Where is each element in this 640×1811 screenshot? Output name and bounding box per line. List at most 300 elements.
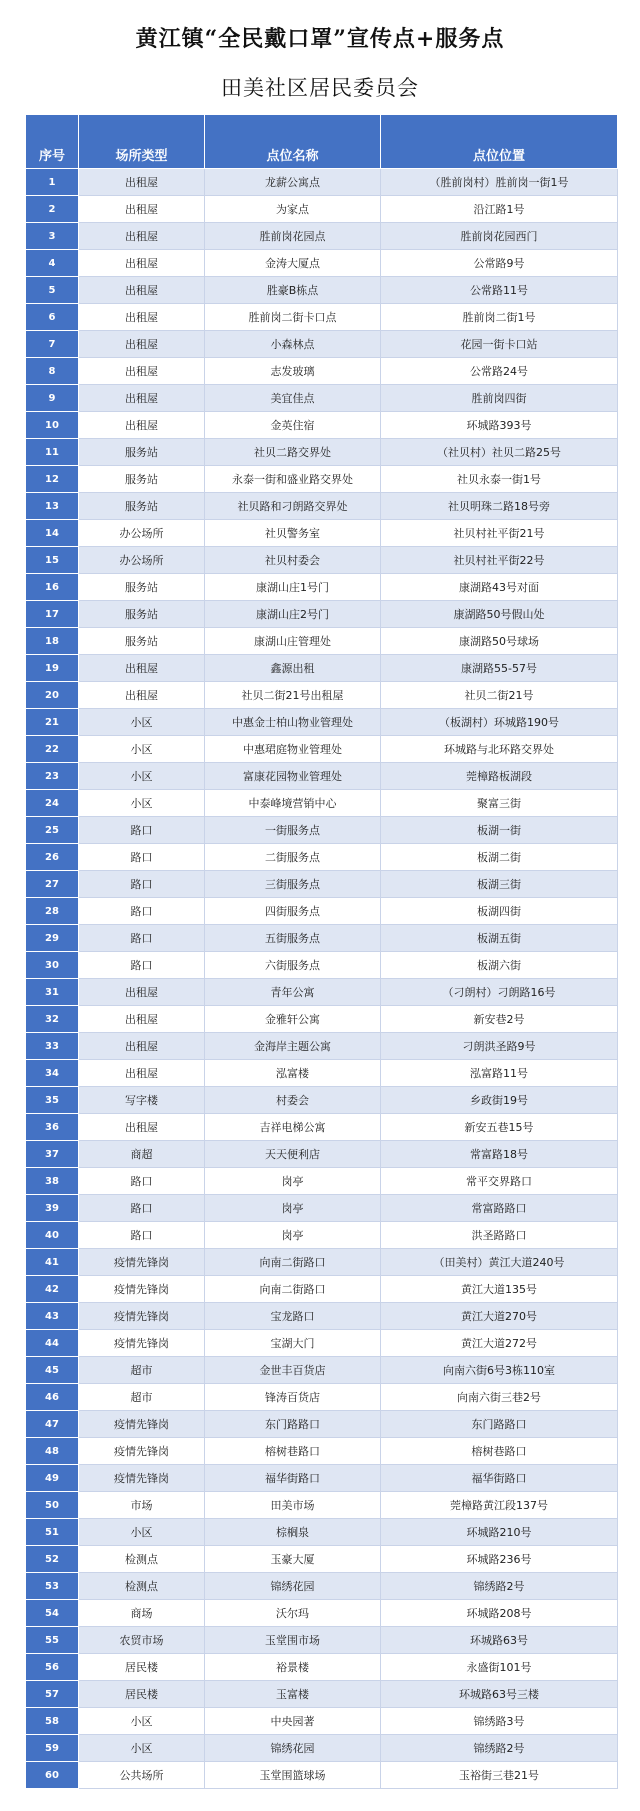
point-location: 常富路路口 [381, 1195, 618, 1222]
point-name: 康湖山庄1号门 [205, 574, 381, 601]
venue-type: 出租屋 [79, 304, 205, 331]
point-name: 胜豪B栋点 [205, 277, 381, 304]
table-row [26, 1708, 618, 1735]
table-row [26, 1222, 618, 1249]
point-name: 金英住宿 [205, 412, 381, 439]
point-name: 志发玻璃 [205, 358, 381, 385]
point-location: 板湖一街 [381, 817, 618, 844]
table-row [26, 250, 618, 277]
row-index: 57 [26, 1681, 79, 1708]
point-name: 泓富楼 [205, 1060, 381, 1087]
table-row [26, 574, 618, 601]
column-header-point-location: 点位位置 [381, 115, 618, 169]
row-index: 9 [26, 385, 79, 412]
point-name: 社贝警务室 [205, 520, 381, 547]
table-row [26, 925, 618, 952]
venue-type: 路口 [79, 817, 205, 844]
table-row [26, 1303, 618, 1330]
venue-type: 服务站 [79, 601, 205, 628]
venue-type: 出租屋 [79, 169, 205, 196]
locations-table [25, 114, 618, 1789]
point-name: 榕树巷路口 [205, 1438, 381, 1465]
point-name: 小森林点 [205, 331, 381, 358]
table-row [26, 331, 618, 358]
point-location: 康湖路55-57号 [381, 655, 618, 682]
venue-type: 小区 [79, 736, 205, 763]
venue-type: 服务站 [79, 493, 205, 520]
point-location: 胜前岗二街1号 [381, 304, 618, 331]
table-row [26, 1006, 618, 1033]
row-index: 58 [26, 1708, 79, 1735]
row-index: 59 [26, 1735, 79, 1762]
row-index: 10 [26, 412, 79, 439]
venue-type: 疫情先锋岗 [79, 1465, 205, 1492]
table-row [26, 1762, 618, 1789]
point-location: 板湖二街 [381, 844, 618, 871]
point-location: 社贝村社平街22号 [381, 547, 618, 574]
point-location: 新安五巷15号 [381, 1114, 618, 1141]
venue-type: 路口 [79, 1222, 205, 1249]
venue-type: 疫情先锋岗 [79, 1249, 205, 1276]
point-location: 黄江大道135号 [381, 1276, 618, 1303]
venue-type: 小区 [79, 790, 205, 817]
point-name: 锦绣花园 [205, 1573, 381, 1600]
point-name: 龙薪公寓点 [205, 169, 381, 196]
table-row [26, 196, 618, 223]
table-row [26, 1168, 618, 1195]
venue-type: 出租屋 [79, 682, 205, 709]
point-name: 向南二街路口 [205, 1249, 381, 1276]
point-location: 东门路路口 [381, 1411, 618, 1438]
venue-type: 疫情先锋岗 [79, 1276, 205, 1303]
table-row [26, 358, 618, 385]
point-location: 环城路208号 [381, 1600, 618, 1627]
row-index: 3 [26, 223, 79, 250]
table-row [26, 1411, 618, 1438]
point-location: 环城路63号三楼 [381, 1681, 618, 1708]
point-location: 环城路与北环路交界处 [381, 736, 618, 763]
venue-type: 疫情先锋岗 [79, 1411, 205, 1438]
point-name: 中央园著 [205, 1708, 381, 1735]
venue-type: 服务站 [79, 466, 205, 493]
point-name: 岗亭 [205, 1222, 381, 1249]
table-row [26, 547, 618, 574]
row-index: 25 [26, 817, 79, 844]
table-row [26, 1330, 618, 1357]
point-location: 环城路393号 [381, 412, 618, 439]
row-index: 49 [26, 1465, 79, 1492]
table-row [26, 790, 618, 817]
point-location: （板湖村）环城路190号 [381, 709, 618, 736]
table-row [26, 1060, 618, 1087]
row-index: 19 [26, 655, 79, 682]
point-name: 社贝二路交界处 [205, 439, 381, 466]
point-location: 板湖四街 [381, 898, 618, 925]
venue-type: 出租屋 [79, 979, 205, 1006]
table-row [26, 1627, 618, 1654]
venue-type: 办公场所 [79, 547, 205, 574]
table-row [26, 1114, 618, 1141]
venue-type: 出租屋 [79, 412, 205, 439]
point-name: 社贝路和刁朗路交界处 [205, 493, 381, 520]
point-location: 向南六街6号3栋110室 [381, 1357, 618, 1384]
row-index: 36 [26, 1114, 79, 1141]
table-row [26, 736, 618, 763]
row-index: 7 [26, 331, 79, 358]
row-index: 32 [26, 1006, 79, 1033]
point-location: （刁朗村）刁朗路16号 [381, 979, 618, 1006]
venue-type: 出租屋 [79, 655, 205, 682]
point-name: 岗亭 [205, 1168, 381, 1195]
point-name: 美宜佳点 [205, 385, 381, 412]
row-index: 22 [26, 736, 79, 763]
table-row [26, 1033, 618, 1060]
point-name: 中惠珺庭物业管理处 [205, 736, 381, 763]
table-row [26, 601, 618, 628]
point-name: 棕榈泉 [205, 1519, 381, 1546]
venue-type: 路口 [79, 1195, 205, 1222]
point-name: 岗亭 [205, 1195, 381, 1222]
column-header-point-name: 点位名称 [205, 115, 381, 169]
point-location: 板湖三街 [381, 871, 618, 898]
point-location: 锦绣路2号 [381, 1735, 618, 1762]
point-name: 胜前岗花园点 [205, 223, 381, 250]
point-name: 社贝二街21号出租屋 [205, 682, 381, 709]
point-location: 泓富路11号 [381, 1060, 618, 1087]
point-name: 宝龙路口 [205, 1303, 381, 1330]
point-location: 环城路236号 [381, 1546, 618, 1573]
point-location: 黄江大道272号 [381, 1330, 618, 1357]
table-row [26, 1357, 618, 1384]
point-name: 中泰峰境营销中心 [205, 790, 381, 817]
venue-type: 出租屋 [79, 1114, 205, 1141]
table-row [26, 817, 618, 844]
table-row [26, 277, 618, 304]
table-row [26, 1735, 618, 1762]
row-index: 24 [26, 790, 79, 817]
row-index: 29 [26, 925, 79, 952]
row-index: 56 [26, 1654, 79, 1681]
point-name: 宝湖大门 [205, 1330, 381, 1357]
point-name: 康湖山庄2号门 [205, 601, 381, 628]
point-location: 黄江大道270号 [381, 1303, 618, 1330]
table-row [26, 304, 618, 331]
table-row [26, 493, 618, 520]
point-location: 永盛街101号 [381, 1654, 618, 1681]
table-row [26, 1681, 618, 1708]
point-name: 沃尔玛 [205, 1600, 381, 1627]
point-name: 吉祥电梯公寓 [205, 1114, 381, 1141]
venue-type: 路口 [79, 871, 205, 898]
point-location: 乡政街19号 [381, 1087, 618, 1114]
venue-type: 出租屋 [79, 1060, 205, 1087]
row-index: 43 [26, 1303, 79, 1330]
point-name: 六街服务点 [205, 952, 381, 979]
row-index: 45 [26, 1357, 79, 1384]
row-index: 39 [26, 1195, 79, 1222]
point-location: （社贝村）社贝二路25号 [381, 439, 618, 466]
venue-type: 出租屋 [79, 277, 205, 304]
point-location: （胜前岗村）胜前岗一街1号 [381, 169, 618, 196]
venue-type: 路口 [79, 925, 205, 952]
table-row [26, 979, 618, 1006]
point-name: 金世丰百货店 [205, 1357, 381, 1384]
venue-type: 出租屋 [79, 1006, 205, 1033]
row-index: 44 [26, 1330, 79, 1357]
point-location: 花园一街卡口站 [381, 331, 618, 358]
table-row [26, 1438, 618, 1465]
point-name: 五街服务点 [205, 925, 381, 952]
venue-type: 小区 [79, 1519, 205, 1546]
point-location: 刁朗洪圣路9号 [381, 1033, 618, 1060]
table-row [26, 1573, 618, 1600]
table-row [26, 1600, 618, 1627]
table-row [26, 898, 618, 925]
point-name: 青年公寓 [205, 979, 381, 1006]
row-index: 16 [26, 574, 79, 601]
venue-type: 服务站 [79, 439, 205, 466]
row-index: 55 [26, 1627, 79, 1654]
row-index: 12 [26, 466, 79, 493]
venue-type: 服务站 [79, 574, 205, 601]
point-name: 玉堂围市场 [205, 1627, 381, 1654]
point-name: 四街服务点 [205, 898, 381, 925]
table-row [26, 520, 618, 547]
point-location: 锦绣路2号 [381, 1573, 618, 1600]
column-header-venue-type: 场所类型 [79, 115, 205, 169]
venue-type: 路口 [79, 952, 205, 979]
point-location: 社贝永泰一街1号 [381, 466, 618, 493]
point-location: 新安巷2号 [381, 1006, 618, 1033]
row-index: 47 [26, 1411, 79, 1438]
row-index: 60 [26, 1762, 79, 1789]
row-index: 52 [26, 1546, 79, 1573]
row-index: 50 [26, 1492, 79, 1519]
venue-type: 检测点 [79, 1546, 205, 1573]
venue-type: 小区 [79, 709, 205, 736]
table-row [26, 466, 618, 493]
table-row [26, 1492, 618, 1519]
row-index: 41 [26, 1249, 79, 1276]
point-location: 胜前岗四街 [381, 385, 618, 412]
point-location: 聚富三街 [381, 790, 618, 817]
row-index: 2 [26, 196, 79, 223]
venue-type: 写字楼 [79, 1087, 205, 1114]
point-location: 康湖路43号对面 [381, 574, 618, 601]
point-name: 村委会 [205, 1087, 381, 1114]
point-name: 金海岸主题公寓 [205, 1033, 381, 1060]
venue-type: 居民楼 [79, 1654, 205, 1681]
table-body [26, 169, 618, 1789]
venue-type: 商超 [79, 1141, 205, 1168]
point-location: 社贝二街21号 [381, 682, 618, 709]
venue-type: 路口 [79, 844, 205, 871]
point-name: 三街服务点 [205, 871, 381, 898]
table-row [26, 871, 618, 898]
point-location: 社贝明珠二路18号旁 [381, 493, 618, 520]
table-row [26, 763, 618, 790]
venue-type: 超市 [79, 1357, 205, 1384]
point-name: 玉富楼 [205, 1681, 381, 1708]
point-location: 社贝村社平街21号 [381, 520, 618, 547]
point-location: 常富路18号 [381, 1141, 618, 1168]
venue-type: 疫情先锋岗 [79, 1330, 205, 1357]
row-index: 42 [26, 1276, 79, 1303]
page-subtitle: 田美社区居民委员会 [221, 76, 419, 100]
row-index: 13 [26, 493, 79, 520]
venue-type: 小区 [79, 1708, 205, 1735]
point-name: 富康花园物业管理处 [205, 763, 381, 790]
point-location: 锦绣路3号 [381, 1708, 618, 1735]
row-index: 48 [26, 1438, 79, 1465]
venue-type: 农贸市场 [79, 1627, 205, 1654]
table-row [26, 1465, 618, 1492]
row-index: 54 [26, 1600, 79, 1627]
table-row [26, 655, 618, 682]
table-row [26, 709, 618, 736]
row-index: 38 [26, 1168, 79, 1195]
row-index: 11 [26, 439, 79, 466]
row-index: 8 [26, 358, 79, 385]
point-name: 永泰一街和盛业路交界处 [205, 466, 381, 493]
point-name: 东门路路口 [205, 1411, 381, 1438]
point-name: 为家点 [205, 196, 381, 223]
venue-type: 疫情先锋岗 [79, 1438, 205, 1465]
venue-type: 服务站 [79, 628, 205, 655]
row-index: 26 [26, 844, 79, 871]
point-location: 康湖路50号假山处 [381, 601, 618, 628]
row-index: 40 [26, 1222, 79, 1249]
point-location: 公常路9号 [381, 250, 618, 277]
table-row [26, 223, 618, 250]
point-location: 沿江路1号 [381, 196, 618, 223]
row-index: 21 [26, 709, 79, 736]
point-location: 莞樟路黄江段137号 [381, 1492, 618, 1519]
row-index: 31 [26, 979, 79, 1006]
page-title: 黄江镇“全民戴口罩”宣传点+服务点 [135, 26, 505, 52]
point-location: 板湖六街 [381, 952, 618, 979]
table-row [26, 1087, 618, 1114]
table-row [26, 412, 618, 439]
point-name: 向南二街路口 [205, 1276, 381, 1303]
table-row [26, 1276, 618, 1303]
point-name: 玉堂围篮球场 [205, 1762, 381, 1789]
venue-type: 出租屋 [79, 331, 205, 358]
point-name: 天天便利店 [205, 1141, 381, 1168]
point-location: 环城路210号 [381, 1519, 618, 1546]
venue-type: 出租屋 [79, 385, 205, 412]
venue-type: 超市 [79, 1384, 205, 1411]
point-location: 玉裕街三巷21号 [381, 1762, 618, 1789]
row-index: 28 [26, 898, 79, 925]
point-name: 裕景楼 [205, 1654, 381, 1681]
venue-type: 小区 [79, 1735, 205, 1762]
point-location: 向南六街三巷2号 [381, 1384, 618, 1411]
row-index: 20 [26, 682, 79, 709]
venue-type: 市场 [79, 1492, 205, 1519]
venue-type: 出租屋 [79, 358, 205, 385]
point-name: 金涛大厦点 [205, 250, 381, 277]
row-index: 14 [26, 520, 79, 547]
venue-type: 出租屋 [79, 1033, 205, 1060]
venue-type: 路口 [79, 1168, 205, 1195]
table-row [26, 1384, 618, 1411]
point-location: 胜前岗花园西门 [381, 223, 618, 250]
table-row [26, 169, 618, 196]
point-name: 锋涛百货店 [205, 1384, 381, 1411]
venue-type: 公共场所 [79, 1762, 205, 1789]
venue-type: 路口 [79, 898, 205, 925]
point-name: 中惠金士柏山物业管理处 [205, 709, 381, 736]
point-name: 胜前岗二街卡口点 [205, 304, 381, 331]
table-row [26, 682, 618, 709]
row-index: 17 [26, 601, 79, 628]
point-name: 社贝村委会 [205, 547, 381, 574]
row-index: 4 [26, 250, 79, 277]
point-location: 常平交界路口 [381, 1168, 618, 1195]
point-name: 金雅轩公寓 [205, 1006, 381, 1033]
row-index: 18 [26, 628, 79, 655]
point-name: 田美市场 [205, 1492, 381, 1519]
table-row [26, 1195, 618, 1222]
row-index: 51 [26, 1519, 79, 1546]
row-index: 46 [26, 1384, 79, 1411]
table-row [26, 1141, 618, 1168]
point-location: 公常路11号 [381, 277, 618, 304]
point-name: 鑫源出租 [205, 655, 381, 682]
row-index: 6 [26, 304, 79, 331]
column-header-index: 序号 [26, 115, 79, 169]
venue-type: 小区 [79, 763, 205, 790]
point-name: 玉豪大厦 [205, 1546, 381, 1573]
table-row [26, 1546, 618, 1573]
table-row [26, 1249, 618, 1276]
table-header-row [26, 115, 618, 169]
venue-type: 商场 [79, 1600, 205, 1627]
table-row [26, 1519, 618, 1546]
point-location: 康湖路50号球场 [381, 628, 618, 655]
point-name: 锦绣花园 [205, 1735, 381, 1762]
row-index: 15 [26, 547, 79, 574]
point-location: 公常路24号 [381, 358, 618, 385]
point-location: 福华街路口 [381, 1465, 618, 1492]
table-row [26, 439, 618, 466]
point-location: 板湖五街 [381, 925, 618, 952]
table-row [26, 952, 618, 979]
row-index: 53 [26, 1573, 79, 1600]
venue-type: 出租屋 [79, 223, 205, 250]
point-name: 福华街路口 [205, 1465, 381, 1492]
row-index: 34 [26, 1060, 79, 1087]
point-location: 环城路63号 [381, 1627, 618, 1654]
venue-type: 疫情先锋岗 [79, 1303, 205, 1330]
point-location: 莞樟路板湖段 [381, 763, 618, 790]
row-index: 33 [26, 1033, 79, 1060]
row-index: 30 [26, 952, 79, 979]
point-location: 榕树巷路口 [381, 1438, 618, 1465]
point-location: （田美村）黄江大道240号 [381, 1249, 618, 1276]
row-index: 5 [26, 277, 79, 304]
venue-type: 办公场所 [79, 520, 205, 547]
venue-type: 出租屋 [79, 250, 205, 277]
row-index: 35 [26, 1087, 79, 1114]
point-name: 一街服务点 [205, 817, 381, 844]
table-row [26, 844, 618, 871]
row-index: 1 [26, 169, 79, 196]
table-row [26, 1654, 618, 1681]
point-name: 二街服务点 [205, 844, 381, 871]
point-name: 康湖山庄管理处 [205, 628, 381, 655]
